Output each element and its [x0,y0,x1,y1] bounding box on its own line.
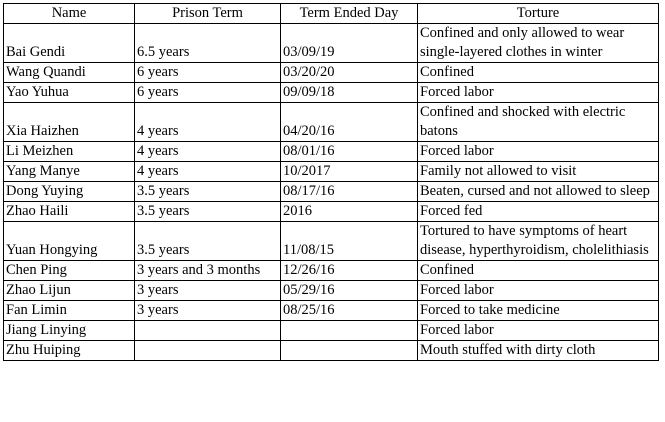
cell-prison-term: 3 years [135,301,281,321]
cell-term-ended-day: 08/01/16 [281,142,418,162]
cell-prison-term: 6 years [135,83,281,103]
cell-torture: Confined and shocked with electric batons [418,103,659,142]
cell-name: Yuan Hongying [4,222,135,261]
prison-term-table [3,3,659,361]
table-row [4,182,659,202]
table-row [4,63,659,83]
cell-torture: Forced to take medicine [418,301,659,321]
cell-prison-term: 4 years [135,142,281,162]
cell-prison-term: 3.5 years [135,182,281,202]
cell-name: Xia Haizhen [4,103,135,142]
cell-term-ended-day [281,341,418,361]
header-torture: Torture [418,4,659,24]
cell-name: Fan Limin [4,301,135,321]
cell-torture: Forced labor [418,83,659,103]
cell-term-ended-day: 08/17/16 [281,182,418,202]
cell-term-ended-day: 09/09/18 [281,83,418,103]
cell-term-ended-day: 08/25/16 [281,301,418,321]
cell-name: Bai Gendi [4,24,135,63]
cell-term-ended-day: 10/2017 [281,162,418,182]
cell-term-ended-day: 12/26/16 [281,261,418,281]
cell-term-ended-day: 03/20/20 [281,63,418,83]
cell-name: Chen Ping [4,261,135,281]
cell-torture: Mouth stuffed with dirty cloth [418,341,659,361]
cell-name: Yao Yuhua [4,83,135,103]
cell-torture: Forced fed [418,202,659,222]
cell-term-ended-day: 05/29/16 [281,281,418,301]
cell-torture: Confined [418,63,659,83]
cell-prison-term: 6 years [135,63,281,83]
table-row [4,321,659,341]
cell-term-ended-day: 11/08/15 [281,222,418,261]
table-row [4,162,659,182]
cell-torture: Tortured to have symptoms of heart disease, hyperthyroidism, cholelithiasis [418,222,659,261]
table-row [4,83,659,103]
table-row [4,142,659,162]
cell-name: Zhu Huiping [4,341,135,361]
cell-name: Wang Quandi [4,63,135,83]
cell-prison-term [135,321,281,341]
cell-prison-term: 3.5 years [135,222,281,261]
cell-name: Li Meizhen [4,142,135,162]
cell-prison-term: 3.5 years [135,202,281,222]
cell-term-ended-day [281,321,418,341]
cell-prison-term: 3 years and 3 months [135,261,281,281]
cell-prison-term: 4 years [135,103,281,142]
header-term-ended-day: Term Ended Day [281,4,418,24]
table-row [4,202,659,222]
cell-prison-term: 3 years [135,281,281,301]
table-row [4,222,659,261]
cell-torture: Forced labor [418,281,659,301]
cell-torture: Forced labor [418,142,659,162]
table-row [4,103,659,142]
table-row [4,261,659,281]
cell-prison-term [135,341,281,361]
table-header-row [4,4,659,24]
cell-name: Jiang Linying [4,321,135,341]
table-row [4,281,659,301]
cell-torture: Beaten, cursed and not allowed to sleep [418,182,659,202]
cell-name: Zhao Haili [4,202,135,222]
table-row [4,24,659,63]
table-row [4,301,659,321]
cell-name: Dong Yuying [4,182,135,202]
cell-torture: Family not allowed to visit [418,162,659,182]
cell-torture: Confined [418,261,659,281]
header-prison-term: Prison Term [135,4,281,24]
cell-torture: Forced labor [418,321,659,341]
cell-prison-term: 4 years [135,162,281,182]
cell-name: Yang Manye [4,162,135,182]
cell-prison-term: 6.5 years [135,24,281,63]
header-name: Name [4,4,135,24]
table-row [4,341,659,361]
cell-term-ended-day: 2016 [281,202,418,222]
cell-torture: Confined and only allowed to wear single-layered clothes in winter [418,24,659,63]
cell-name: Zhao Lijun [4,281,135,301]
cell-term-ended-day: 04/20/16 [281,103,418,142]
cell-term-ended-day: 03/09/19 [281,24,418,63]
